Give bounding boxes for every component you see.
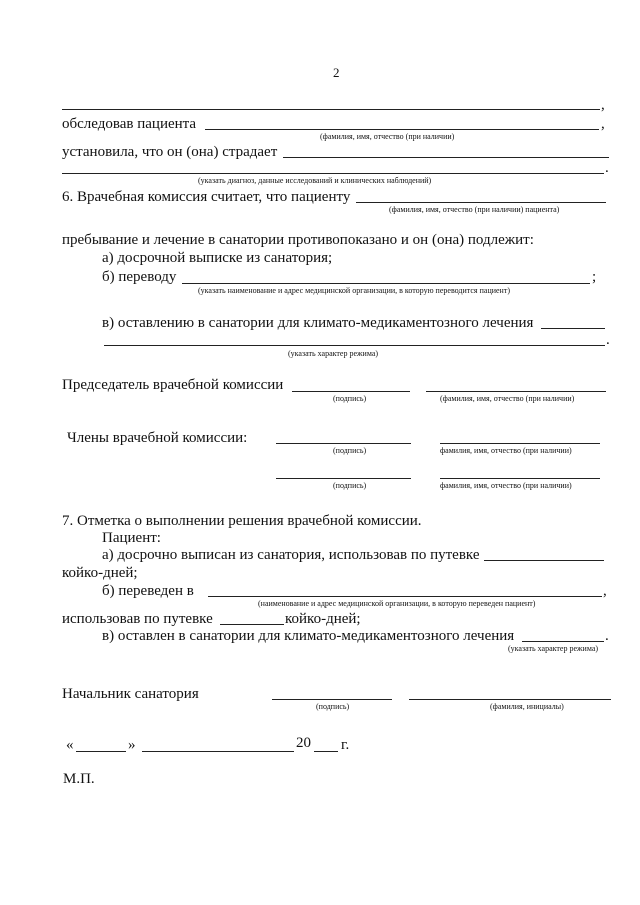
caption-regime: (указать характер режима) xyxy=(288,349,379,358)
item-b: б) переводу xyxy=(102,269,177,285)
date-quote-close: » xyxy=(128,737,136,753)
caption-regime-short: (указать характер режима) xyxy=(508,644,599,653)
examined-end: , xyxy=(601,116,605,132)
head-signature-field[interactable] xyxy=(272,699,392,700)
patient-label: Пациент: xyxy=(102,530,161,546)
member2-signature-field[interactable] xyxy=(276,478,411,479)
transfer-org-field[interactable] xyxy=(182,283,590,284)
item-a: а) досрочной выписке из санатория; xyxy=(102,250,333,266)
date-quote-open: « xyxy=(66,737,74,753)
caption-fio-note: (фамилия, имя, отчество (при наличии) xyxy=(320,132,455,141)
used-days-field[interactable] xyxy=(220,624,284,625)
caption-member2-fio: фамилия, имя, отчество (при наличии) xyxy=(440,481,572,490)
line-top xyxy=(62,109,600,110)
s7-item-c: в) оставлен в санатории для климато-медикаментозного лечения xyxy=(102,628,515,644)
caption-transfer-org: (указать наименование и адрес медицинской организации, в которую переводится пациент) xyxy=(198,286,510,295)
members-label: Члены врачебной комиссии: xyxy=(67,430,248,446)
date-year-suffix: г. xyxy=(341,737,350,753)
established-label: установила, что он (она) страдает xyxy=(62,144,278,160)
transferred-org-field[interactable] xyxy=(208,596,602,597)
bed-days-2: койко-дней; xyxy=(285,611,361,627)
s7-item-c-end: . xyxy=(605,628,609,644)
page-number: 2 xyxy=(333,65,340,80)
date-year-field[interactable] xyxy=(314,751,338,752)
regime-field-2[interactable] xyxy=(104,345,605,346)
caption-head-initials: (фамилия, инициалы) xyxy=(490,702,564,711)
diagnosis-end: . xyxy=(605,160,609,176)
date-month-field[interactable] xyxy=(142,751,294,752)
s7-item-b-end: , xyxy=(603,583,607,599)
section7-label: 7. Отметка о выполнении решения врачебной комиссии. xyxy=(62,513,422,529)
caption-transferred-org: (наименование и адрес медицинской организации, в которую переведен пациент) xyxy=(258,599,536,608)
voucher-days-field[interactable] xyxy=(484,560,604,561)
diagnosis-field-2[interactable] xyxy=(62,173,604,174)
member2-fio-field[interactable] xyxy=(440,478,600,479)
patient-name-field[interactable] xyxy=(205,129,599,130)
chairman-fio-field[interactable] xyxy=(426,391,606,392)
used-voucher-label: использовав по путевке xyxy=(62,611,213,627)
caption-member1-signature: (подпись) xyxy=(333,446,367,455)
line-top-end: , xyxy=(601,97,605,113)
caption-diagnosis: (указать диагноз, данные исследований и клинических наблюдений) xyxy=(198,176,432,185)
s7-item-a: а) досрочно выписан из санатория, использовав по путевке xyxy=(102,547,480,563)
caption-head-signature: (подпись) xyxy=(316,702,350,711)
section6-label: 6. Врачебная комиссия считает, что пациенту xyxy=(62,189,351,205)
head-label: Начальник санатория xyxy=(62,686,199,702)
caption-member1-fio: фамилия, имя, отчество (при наличии) xyxy=(440,446,572,455)
date-year-prefix: 20 xyxy=(296,735,311,751)
chairman-label: Председатель врачебной комиссии xyxy=(62,377,284,393)
date-day-field[interactable] xyxy=(76,751,126,752)
chairman-signature-field[interactable] xyxy=(292,391,410,392)
member1-fio-field[interactable] xyxy=(440,443,600,444)
caption-chairman-fio: (фамилия, имя, отчество (при наличии) xyxy=(440,394,575,403)
caption-member2-signature: (подпись) xyxy=(333,481,367,490)
caption-fio-patient: (фамилия, имя, отчество (при наличии) пациента) xyxy=(389,205,560,214)
regime-field[interactable] xyxy=(541,328,605,329)
bed-days: койко-дней; xyxy=(62,565,138,581)
member1-signature-field[interactable] xyxy=(276,443,411,444)
s7-regime-field[interactable] xyxy=(522,641,604,642)
contraindicated-text: пребывание и лечение в санатории противопоказано и он (она) подлежит: xyxy=(62,232,534,248)
regime-end: . xyxy=(606,332,610,348)
diagnosis-field[interactable] xyxy=(283,157,609,158)
section6-patient-field[interactable] xyxy=(356,202,606,203)
examined-label: обследовав пациента xyxy=(62,116,197,132)
caption-chairman-signature: (подпись) xyxy=(333,394,367,403)
stamp-label: М.П. xyxy=(63,771,95,787)
item-c: в) оставлению в санатории для климато-медикаментозного лечения xyxy=(102,315,534,331)
item-b-end: ; xyxy=(592,269,597,285)
s7-item-b: б) переведен в xyxy=(102,583,194,599)
head-initials-field[interactable] xyxy=(409,699,611,700)
